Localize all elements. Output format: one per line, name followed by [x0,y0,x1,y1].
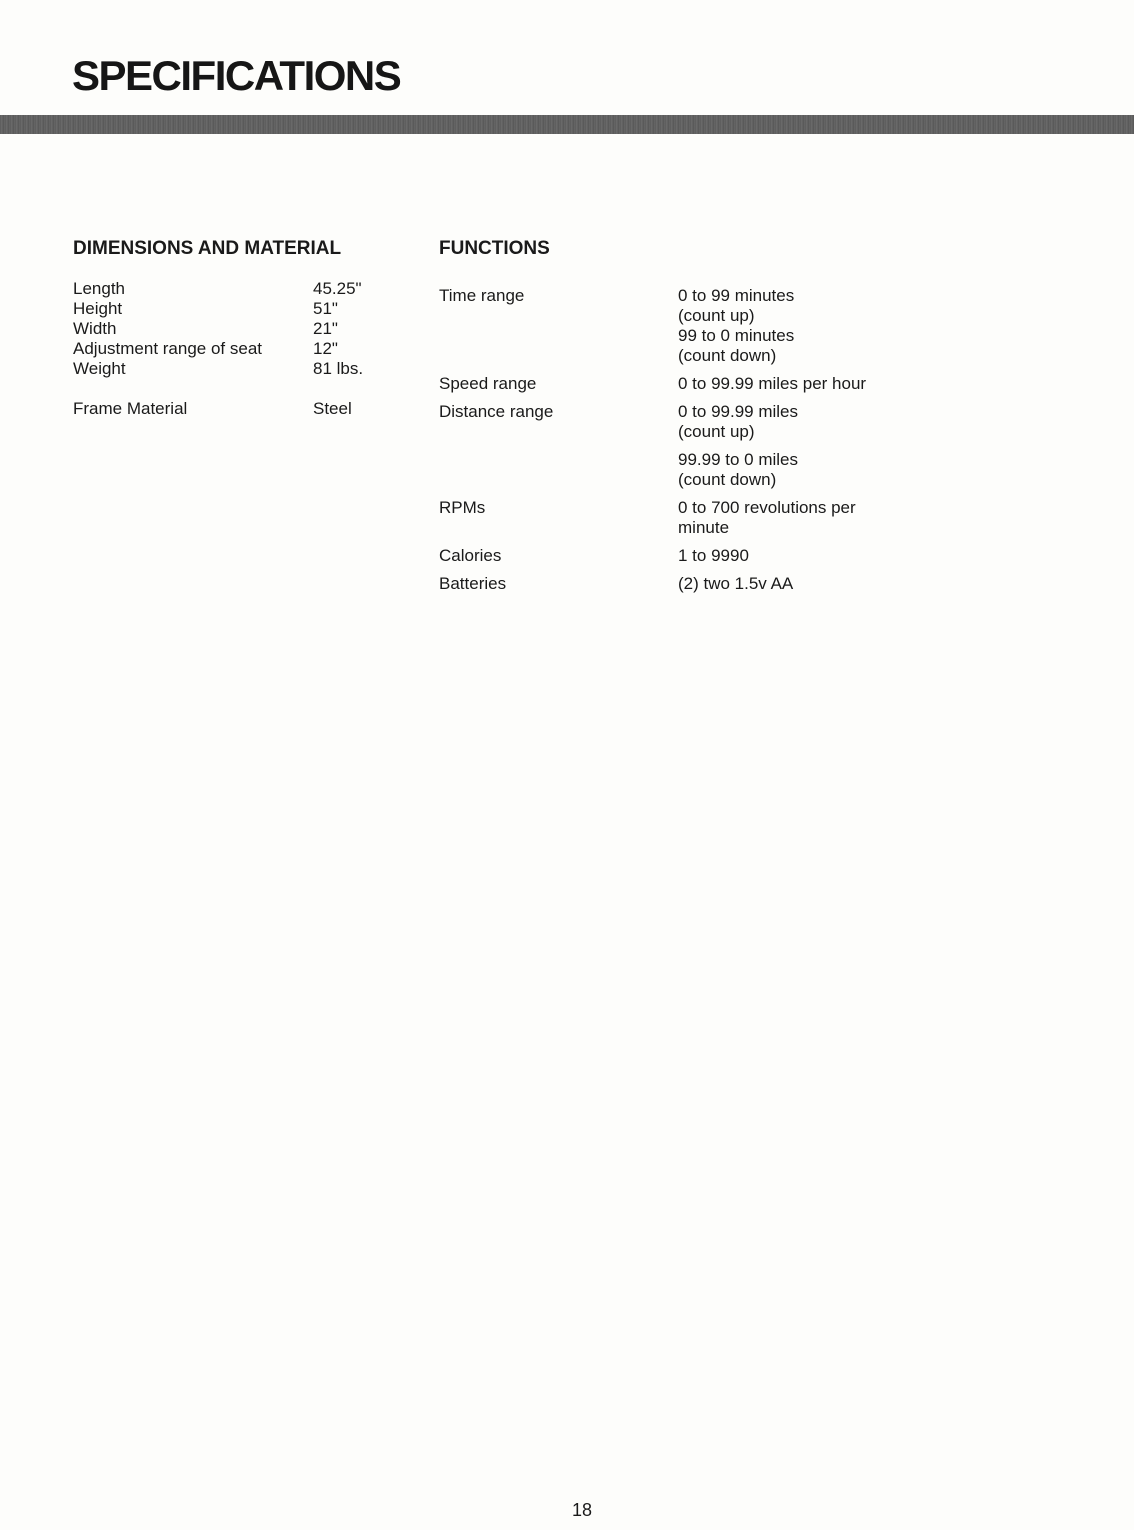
spec-label-seat-adjustment: Adjustment range of seat [73,339,263,358]
spec-label-height: Height [73,299,123,318]
function-value-distance-range-line3: 99.99 to 0 miles [678,450,799,469]
dimensions-heading: DIMENSIONS AND MATERIAL [73,238,342,259]
function-value-time-range-line3: 99 to 0 minutes [678,326,795,345]
function-label-speed-range: Speed range [439,374,537,393]
functions-heading: FUNCTIONS [439,238,550,259]
spec-label-length: Length [73,279,125,298]
function-value-distance-range-line4: (count down) [678,470,777,489]
spec-value-frame-material: Steel [313,399,352,418]
spec-label-frame-material: Frame Material [73,399,188,418]
function-label-batteries: Batteries [439,574,507,593]
spec-label-weight: Weight [73,359,126,378]
function-value-calories: 1 to 9990 [678,546,749,565]
function-value-distance-range-line2: (count up) [678,422,755,441]
function-label-rpms: RPMs [439,498,486,517]
function-value-batteries: (2) two 1.5v AA [678,574,794,593]
function-value-time-range-line1: 0 to 99 minutes [678,286,795,305]
function-label-calories: Calories [439,546,502,565]
spec-value-length: 45.25" [313,279,362,298]
function-label-distance-range: Distance range [439,402,554,421]
spec-label-width: Width [73,319,117,338]
spec-value-width: 21" [313,319,338,338]
spec-value-height: 51" [313,299,338,318]
function-value-distance-range-line1: 0 to 99.99 miles [678,402,799,421]
page-number: 18 [571,1500,593,1520]
spec-value-seat-adjustment: 12" [313,339,338,358]
function-value-time-range-line4: (count down) [678,346,777,365]
page-title: SPECIFICATIONS [72,52,401,99]
function-label-time-range: Time range [439,286,525,305]
function-value-rpms-line2: minute [678,518,730,537]
spec-value-weight: 81 lbs. [313,359,364,378]
function-value-time-range-line2: (count up) [678,306,755,325]
function-value-speed-range: 0 to 99.99 miles per hour [678,374,867,393]
function-value-rpms-line1: 0 to 700 revolutions per [678,498,856,517]
title-rule-bar [0,115,1134,134]
